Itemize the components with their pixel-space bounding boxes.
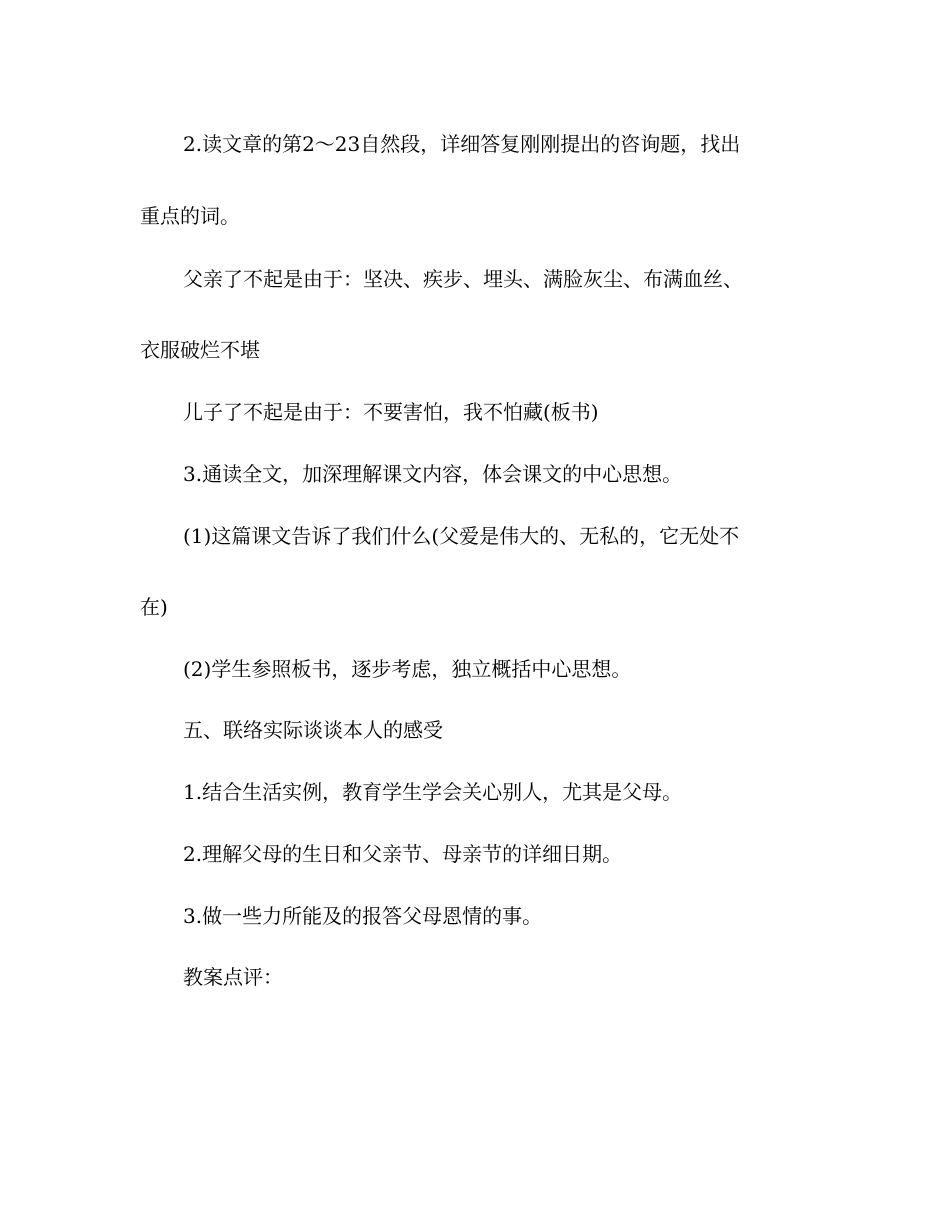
paragraph-line: 衣服破烂不堪 <box>140 338 260 362</box>
paragraph-line: 儿子了不起是由于：不要害怕，我不怕藏(板书) <box>183 400 599 424</box>
paragraph-line: (1)这篇课文告诉了我们什么(父爱是伟大的、无私的，它无处不 <box>183 524 740 548</box>
paragraph-line: 3.做一些力所能及的报答父母恩情的事。 <box>183 904 543 928</box>
paragraph-line: 在) <box>140 595 168 619</box>
paragraph-line: 3.通读全文，加深理解课文内容，体会课文的中心思想。 <box>183 462 683 486</box>
paragraph-line: 1.结合生活实例，教育学生学会关心别人，尤其是父母。 <box>183 780 683 804</box>
section-heading: 教案点评： <box>183 965 283 989</box>
paragraph-line: 重点的词。 <box>140 204 240 228</box>
paragraph-line: 2.读文章的第2～23自然段，详细答复刚刚提出的咨询题，找出 <box>183 132 741 156</box>
paragraph-line: 父亲了不起是由于：坚决、疾步、埋头、满脸灰尘、布满血丝、 <box>183 267 743 291</box>
paragraph-line: (2)学生参照板书，逐步考虑，独立概括中心思想。 <box>183 657 632 681</box>
section-heading: 五、联络实际谈谈本人的感受 <box>183 718 443 742</box>
paragraph-line: 2.理解父母的生日和父亲节、母亲节的详细日期。 <box>183 842 623 866</box>
